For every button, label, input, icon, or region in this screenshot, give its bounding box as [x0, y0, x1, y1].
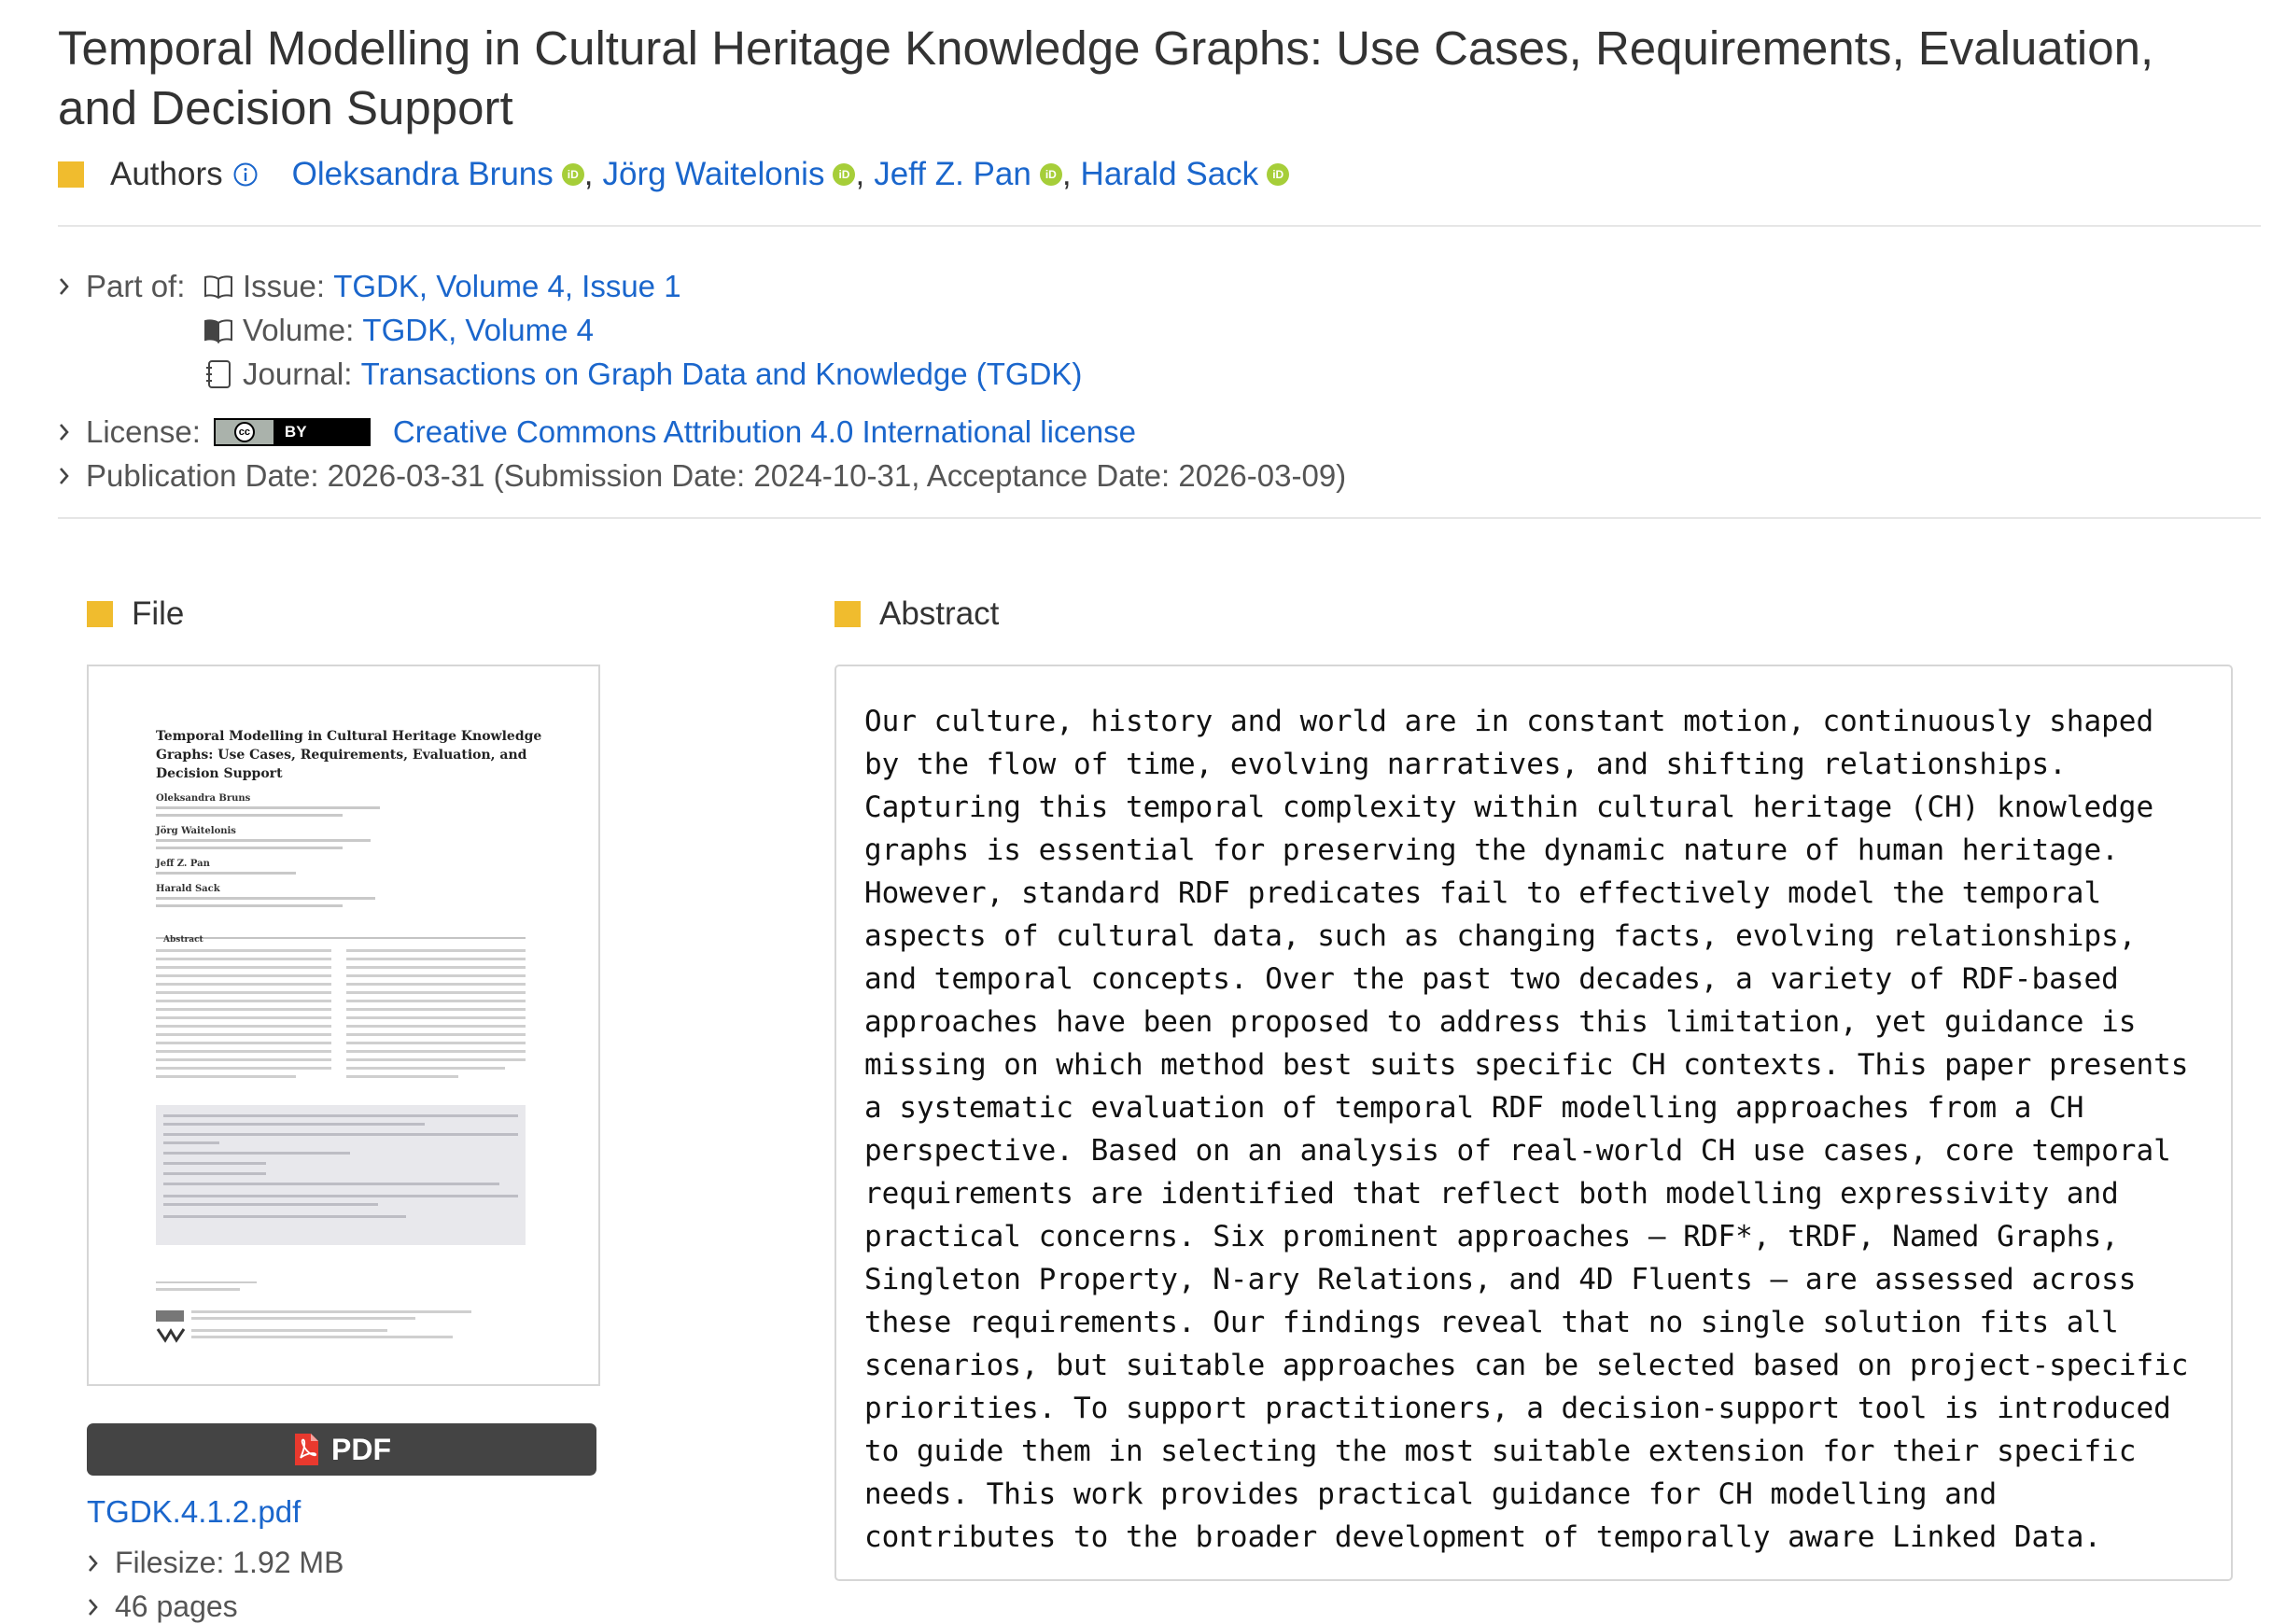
chevron-right-icon	[58, 422, 86, 442]
author-list	[292, 156, 1290, 193]
orcid-icon[interactable]: iD	[1267, 163, 1289, 186]
pdf-thumbnail[interactable]	[87, 665, 600, 1386]
thumb-abstract-lines	[156, 949, 526, 1078]
author	[1081, 156, 1290, 193]
orcid-icon[interactable]: iD	[562, 163, 584, 186]
issue-label: Issue:	[243, 268, 326, 303]
part-of-row[interactable]	[58, 264, 1346, 308]
notebook-icon	[203, 359, 235, 389]
chevron-right-icon	[58, 276, 86, 297]
abstract-box	[834, 665, 2233, 1581]
author-link[interactable]: Harald Sack	[1080, 156, 1259, 192]
journal-link[interactable]: Transactions on Graph Data and Knowledge (TGDK)	[360, 356, 1083, 391]
divider	[58, 517, 2261, 519]
issue-link[interactable]: TGDK, Volume 4, Issue 1	[333, 268, 681, 303]
thumb-author: Jeff Z. Pan	[156, 859, 210, 869]
page-count: 46 pages	[115, 1589, 238, 1623]
pdf-file-link[interactable]: TGDK.4.1.2.pdf	[87, 1494, 302, 1529]
pages-row[interactable]	[87, 1589, 238, 1624]
metadata-block	[58, 264, 1346, 497]
pdf-file-icon	[292, 1433, 320, 1466]
file-section-header	[87, 595, 184, 633]
chevron-right-icon	[58, 466, 86, 486]
license-link[interactable]: Creative Commons Attribution 4.0 International license	[392, 413, 1136, 449]
author	[603, 156, 856, 193]
page-title: Temporal Modelling in Cultural Heritage Knowledge Graphs: Use Cases, Requirements, Evaluation, and Decision Support	[58, 21, 2154, 134]
license-label: License:	[86, 413, 201, 449]
abstract-text: Our culture, history and world are in constant motion, continuously shaped by the flow of time, evolving narratives, and shifting relationships. Capturing this temporal complexity within cultural heritage (CH) knowledge graphs is essential for preserving the dynamic nature of human heritage. However, standard RDF predicates fail to effectively model the temporal aspects of cultural data, such as changing facts, evolving relationships, and temporal concepts. Over the past two decades, a variety of RDF-based approaches have been proposed to address this limitation, yet guidance is missing on which method best suits specific CH contexts. This paper presents a systematic evaluation of temporal RDF modelling approaches from a CH perspective. Based on an analysis of real-world CH use cases, core temporal requirements are identified that reflect both modelling expressivity and practical concerns. Six prominent approaches – RDF*, tRDF, Named Graphs, Singleton Property, N-ary Relations, and 4D Fluents – are assessed across these requirements. Our findings reveal that no single solution fits all scenarios, but suitable approaches can be selected based on project-specific priorities. To support practitioners, a decision-support tool is introduced to guide them in selecting the most suitable extension for their specific needs. This work provides practical guidance for CH modelling and contributes to the broader development of temporally aware Linked Data.	[864, 705, 2189, 1554]
volume-label: Volume:	[243, 312, 355, 347]
author-link[interactable]: Oleksandra Bruns	[291, 156, 554, 192]
section-marker	[87, 601, 113, 627]
cc-by-badge[interactable]	[214, 418, 371, 446]
author-separator: ,	[1061, 156, 1072, 192]
author-link[interactable]: Jörg Waitelonis	[602, 156, 825, 192]
volume-row	[58, 308, 1346, 352]
book-icon	[203, 317, 235, 343]
journal-row	[58, 352, 1346, 396]
filesize-row[interactable]	[87, 1546, 344, 1580]
journal-label: Journal:	[243, 356, 353, 391]
thumb-author: Oleksandra Bruns	[156, 793, 251, 804]
license-row[interactable]	[58, 410, 1346, 454]
issue-row	[203, 269, 681, 304]
author	[874, 156, 1062, 193]
abstract-section-header	[834, 595, 999, 633]
pdf-page-preview	[89, 666, 598, 1384]
orcid-icon[interactable]: iD	[833, 163, 855, 186]
pdf-button-label: PDF	[331, 1432, 391, 1466]
chevron-right-icon	[87, 1553, 115, 1574]
open-book-icon	[203, 273, 235, 300]
cc-icon: cc	[216, 420, 273, 444]
thumb-title-line: Decision Support	[156, 766, 283, 781]
info-icon[interactable]	[232, 161, 259, 188]
chevron-right-icon	[87, 1597, 115, 1617]
thumb-title-line: Graphs: Use Cases, Requirements, Evaluation, and	[156, 748, 527, 763]
thumb-title-line: Temporal Modelling in Cultural Heritage Knowledge	[156, 729, 542, 744]
thumb-author: Jörg Waitelonis	[156, 826, 236, 836]
volume-link[interactable]: TGDK, Volume 4	[362, 312, 595, 347]
author-link[interactable]: Jeff Z. Pan	[874, 156, 1031, 192]
authors-row	[58, 152, 1289, 197]
author-separator: ,	[855, 156, 865, 192]
author	[292, 156, 584, 193]
authors-label: Authors	[110, 156, 223, 192]
publication-row[interactable]	[58, 454, 1346, 497]
thumb-author: Harald Sack	[156, 884, 220, 894]
section-marker	[834, 601, 861, 627]
author-separator: ,	[583, 156, 594, 192]
publication-dates: Publication Date: 2026-03-31 (Submission Date: 2024-10-31, Acceptance Date: 2026-03-09)	[86, 457, 1347, 493]
filesize: Filesize: 1.92 MB	[115, 1546, 344, 1579]
part-of-label: Part of:	[86, 268, 186, 303]
by-label: BY	[284, 422, 307, 441]
divider	[58, 225, 2261, 227]
thumb-abstract-label: Abstract	[163, 935, 203, 945]
abstract-heading: Abstract	[879, 595, 1000, 632]
file-heading: File	[132, 595, 185, 632]
section-marker	[58, 161, 84, 188]
orcid-icon[interactable]: iD	[1040, 163, 1062, 186]
pdf-download-button[interactable]	[87, 1423, 596, 1476]
